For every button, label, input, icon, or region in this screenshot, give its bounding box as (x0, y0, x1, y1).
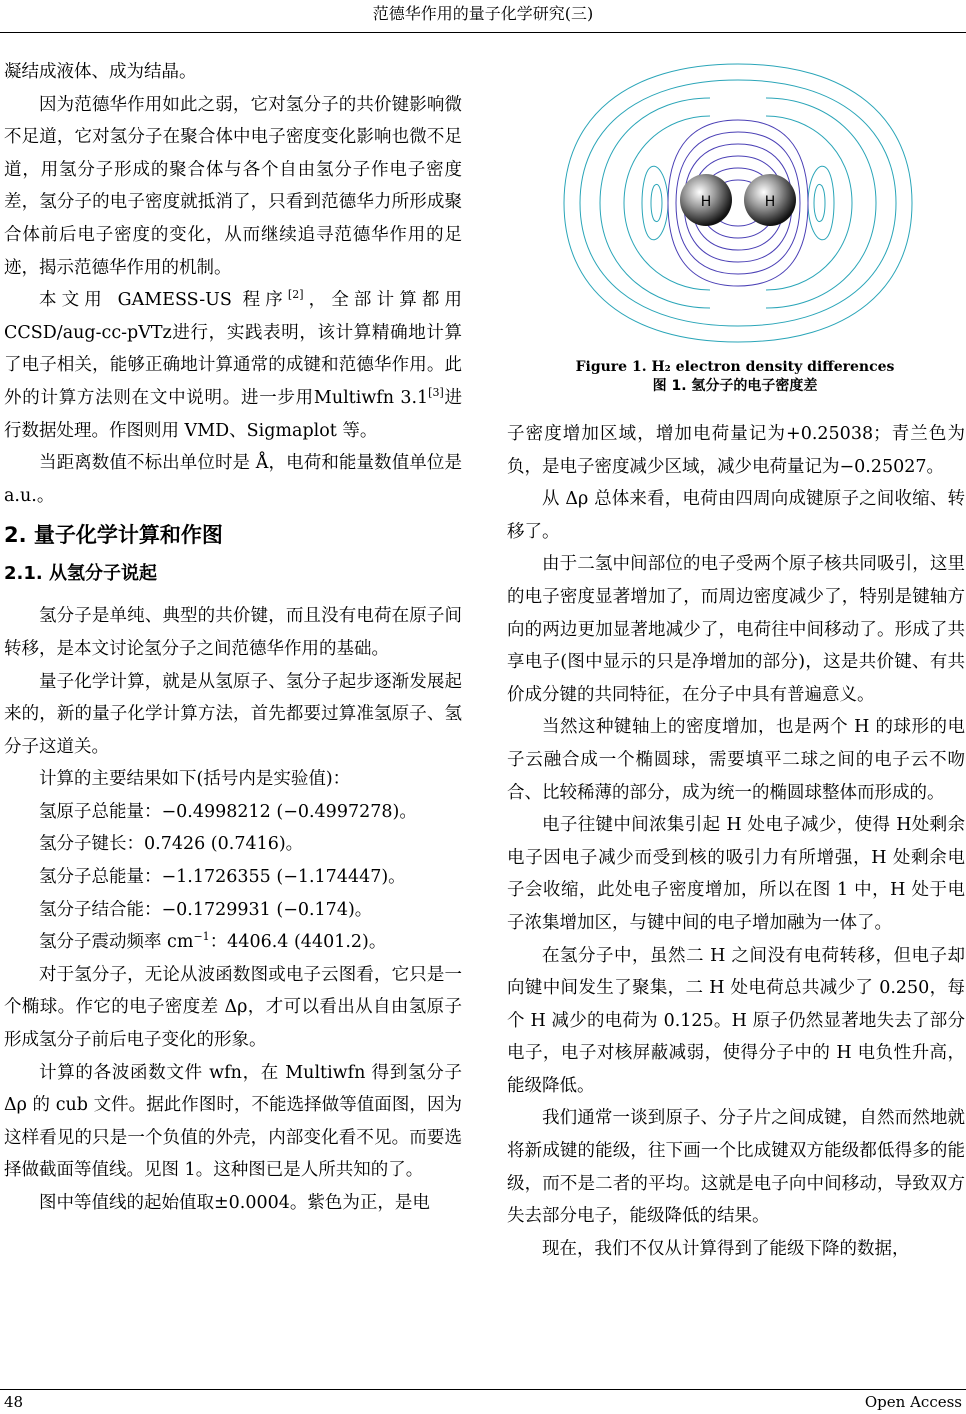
figure-caption-chinese: 图 1. 氢分子的电子密度差 (652, 378, 818, 394)
section-heading: 2. 量子化学计算和作图 (4, 523, 223, 548)
h2-density-difference-figure (560, 58, 916, 348)
paragraph: 在氢分子中，虽然二 H 之间没有电荷转移，但电子却向键中间发生了聚集，二 H 处电荷总共减少了 0.250，每个 H 减少的电荷为 0.125。H 原子仍然显著地失去了部分电子，电子对核屏蔽减弱，使得分子中的 H 电负性升高，能级降低。 (507, 945, 965, 1096)
results-intro: 计算的主要结果如下(括号内是实验值)： (39, 769, 351, 790)
negative-contour (651, 184, 662, 221)
paragraph: 由于二氢中间部位的电子受两个原子核共同吸引，这里的电子密度显著增加了，而周边密度减少了，特别是键轴方向的两边更加显著地减少了，电荷往中间移动了。形成了共享电子(图中显示的只是净增加的部分)，这是共价键、有共价成分键的共同特征，在分子中具有普遍意义。 (507, 554, 965, 705)
paragraph: 图中等值线的起始值取±0.0004。紫色为正，是电 (39, 1193, 430, 1213)
result-line: 氢分子结合能：−0.1729931 (−0.174)。 (39, 899, 373, 920)
paragraph: 凝结成液体、成为结晶。 (4, 62, 197, 82)
paragraph: 子密度增加区域，增加电荷量记为+0.25038；青兰色为负，是电子密度减少区域，减少电荷量记为−0.25027。 (507, 424, 965, 477)
negative-contour (642, 166, 668, 240)
text-run: ，全部计算都用CCSD/aug-cc-pVTz进行，实践表明，该计算精确地计算了电子相关，能够正确地计算通常的成键和范德华作用。此外的计算方法则在文中说明。进一步用Multiwfn 3.1 (4, 290, 462, 408)
paragraph: 当距离数值不标出单位时是 Å，电荷和能量数值单位是 a.u.。 (4, 453, 462, 506)
paragraph: 因为范德华作用如此之弱，它对氢分子的共价键影响微不足道，它对氢分子在聚合体中电子密度变化影响也微不足道，用氢分子形成的聚合体与各个自由氢分子作电子密度差，氢分子的电子密度就抵消了，只看到范德华力所形成聚合体前后电子密度的变化，从而继续追寻范德华作用的足迹，揭示范德华作用的机制。 (4, 94, 462, 278)
footer-rule (0, 1389, 966, 1390)
right-column (507, 418, 965, 1265)
paragraph (4, 284, 462, 447)
subsection-heading: 2.1. 从氢分子说起 (4, 563, 157, 585)
negative-contour (564, 64, 912, 342)
paragraph: 现在，我们不仅从计算得到了能级下降的数据， (542, 1238, 910, 1259)
atom-label-left: H (700, 194, 712, 210)
header-rule (0, 32, 966, 33)
citation-ref[interactable]: [3] (428, 386, 444, 400)
negative-contour (808, 166, 834, 240)
running-header: 范德华作用的量子化学研究(三) (372, 4, 594, 23)
left-column (4, 56, 462, 1220)
journal-footer: Open Access (864, 1393, 962, 1411)
paragraph: 氢分子是单纯、典型的共价键，而且没有电荷在原子间转移，是本文讨论氢分子之间范德华作用的基础。 (4, 606, 462, 659)
result-line: 氢分子总能量：−1.1726355 (−1.174447)。 (39, 867, 406, 888)
text-run: 进行数据处理。作图则用 VMD、Sigmaplot 等。 (4, 387, 462, 441)
page-number: 48 (4, 1393, 24, 1411)
negative-contour (580, 80, 896, 326)
negative-contours (564, 64, 912, 342)
unit-exponent: −1 (193, 930, 210, 944)
result-line (4, 926, 462, 959)
result-line: 氢分子键长：0.7426 (0.7416)。 (39, 834, 304, 855)
result-line: 氢原子总能量：−0.4998212 (−0.4997278)。 (39, 801, 417, 822)
citation-ref[interactable]: [2] (287, 288, 304, 302)
paragraph: 计算的各波函数文件 wfn，在 Multiwfn 得到氢分子 Δρ 的 cub 文件。据此作图时，不能选择做等值面图，因为这样看见的只是一个负值的外壳，内部变化看不见。而要选择做截面等值线。见图 1。这种图已是人所共知的了。 (4, 1062, 462, 1181)
text-run: 本文用 GAMESS-US 程序 (39, 290, 288, 311)
paragraph: 对于氢分子，无论从波函数图或电子云图看，它只是一个椭球。作它的电子密度差 Δρ，才可以看出从自由氢原子形成氢分子前后电子变化的形象。 (4, 964, 462, 1051)
figure-caption-english: Figure 1. H₂ electron density differences (575, 359, 895, 375)
text-run: 氢分子震动频率 cm (39, 932, 194, 953)
paragraph: 从 Δρ 总体来看，电荷由四周向成键原子之间收缩、转移了。 (507, 489, 965, 542)
paragraph: 量子化学计算，就是从氢原子、氢分子起步逐渐发展起来的，新的量子化学计算方法，首先都要过算准氢原子、氢分子这道关。 (4, 671, 462, 757)
paragraph: 当然这种键轴上的密度增加，也是两个 H 的球形的电子云融合成一个椭圆球，需要填平二球之间的电子云不吻合、比较稀薄的部分，成为统一的椭圆球整体而形成的。 (507, 717, 965, 803)
text-run: ：4406.4 (4401.2)。 (209, 932, 387, 953)
paragraph: 电子往键中间浓集引起 H 处电子减少，使得 H处剩余电子因电子减少而受到核的吸引力有所增强，H 处剩余电子会收缩，此处电子密度增加，所以在图 1 中，H 处于电子浓集增加区，与键中间的电子增加融为一体了。 (507, 815, 965, 933)
paragraph: 我们通常一谈到原子、分子片之间成键，自然而然地就将新成键的能级，往下画一个比成键双方能级都低得多的能级，而不是二者的平均。这就是电子向中间移动，导致双方失去部分电子，能级降低的结果。 (507, 1108, 965, 1227)
atom-label-right: H (764, 194, 776, 210)
negative-contour (814, 184, 825, 221)
